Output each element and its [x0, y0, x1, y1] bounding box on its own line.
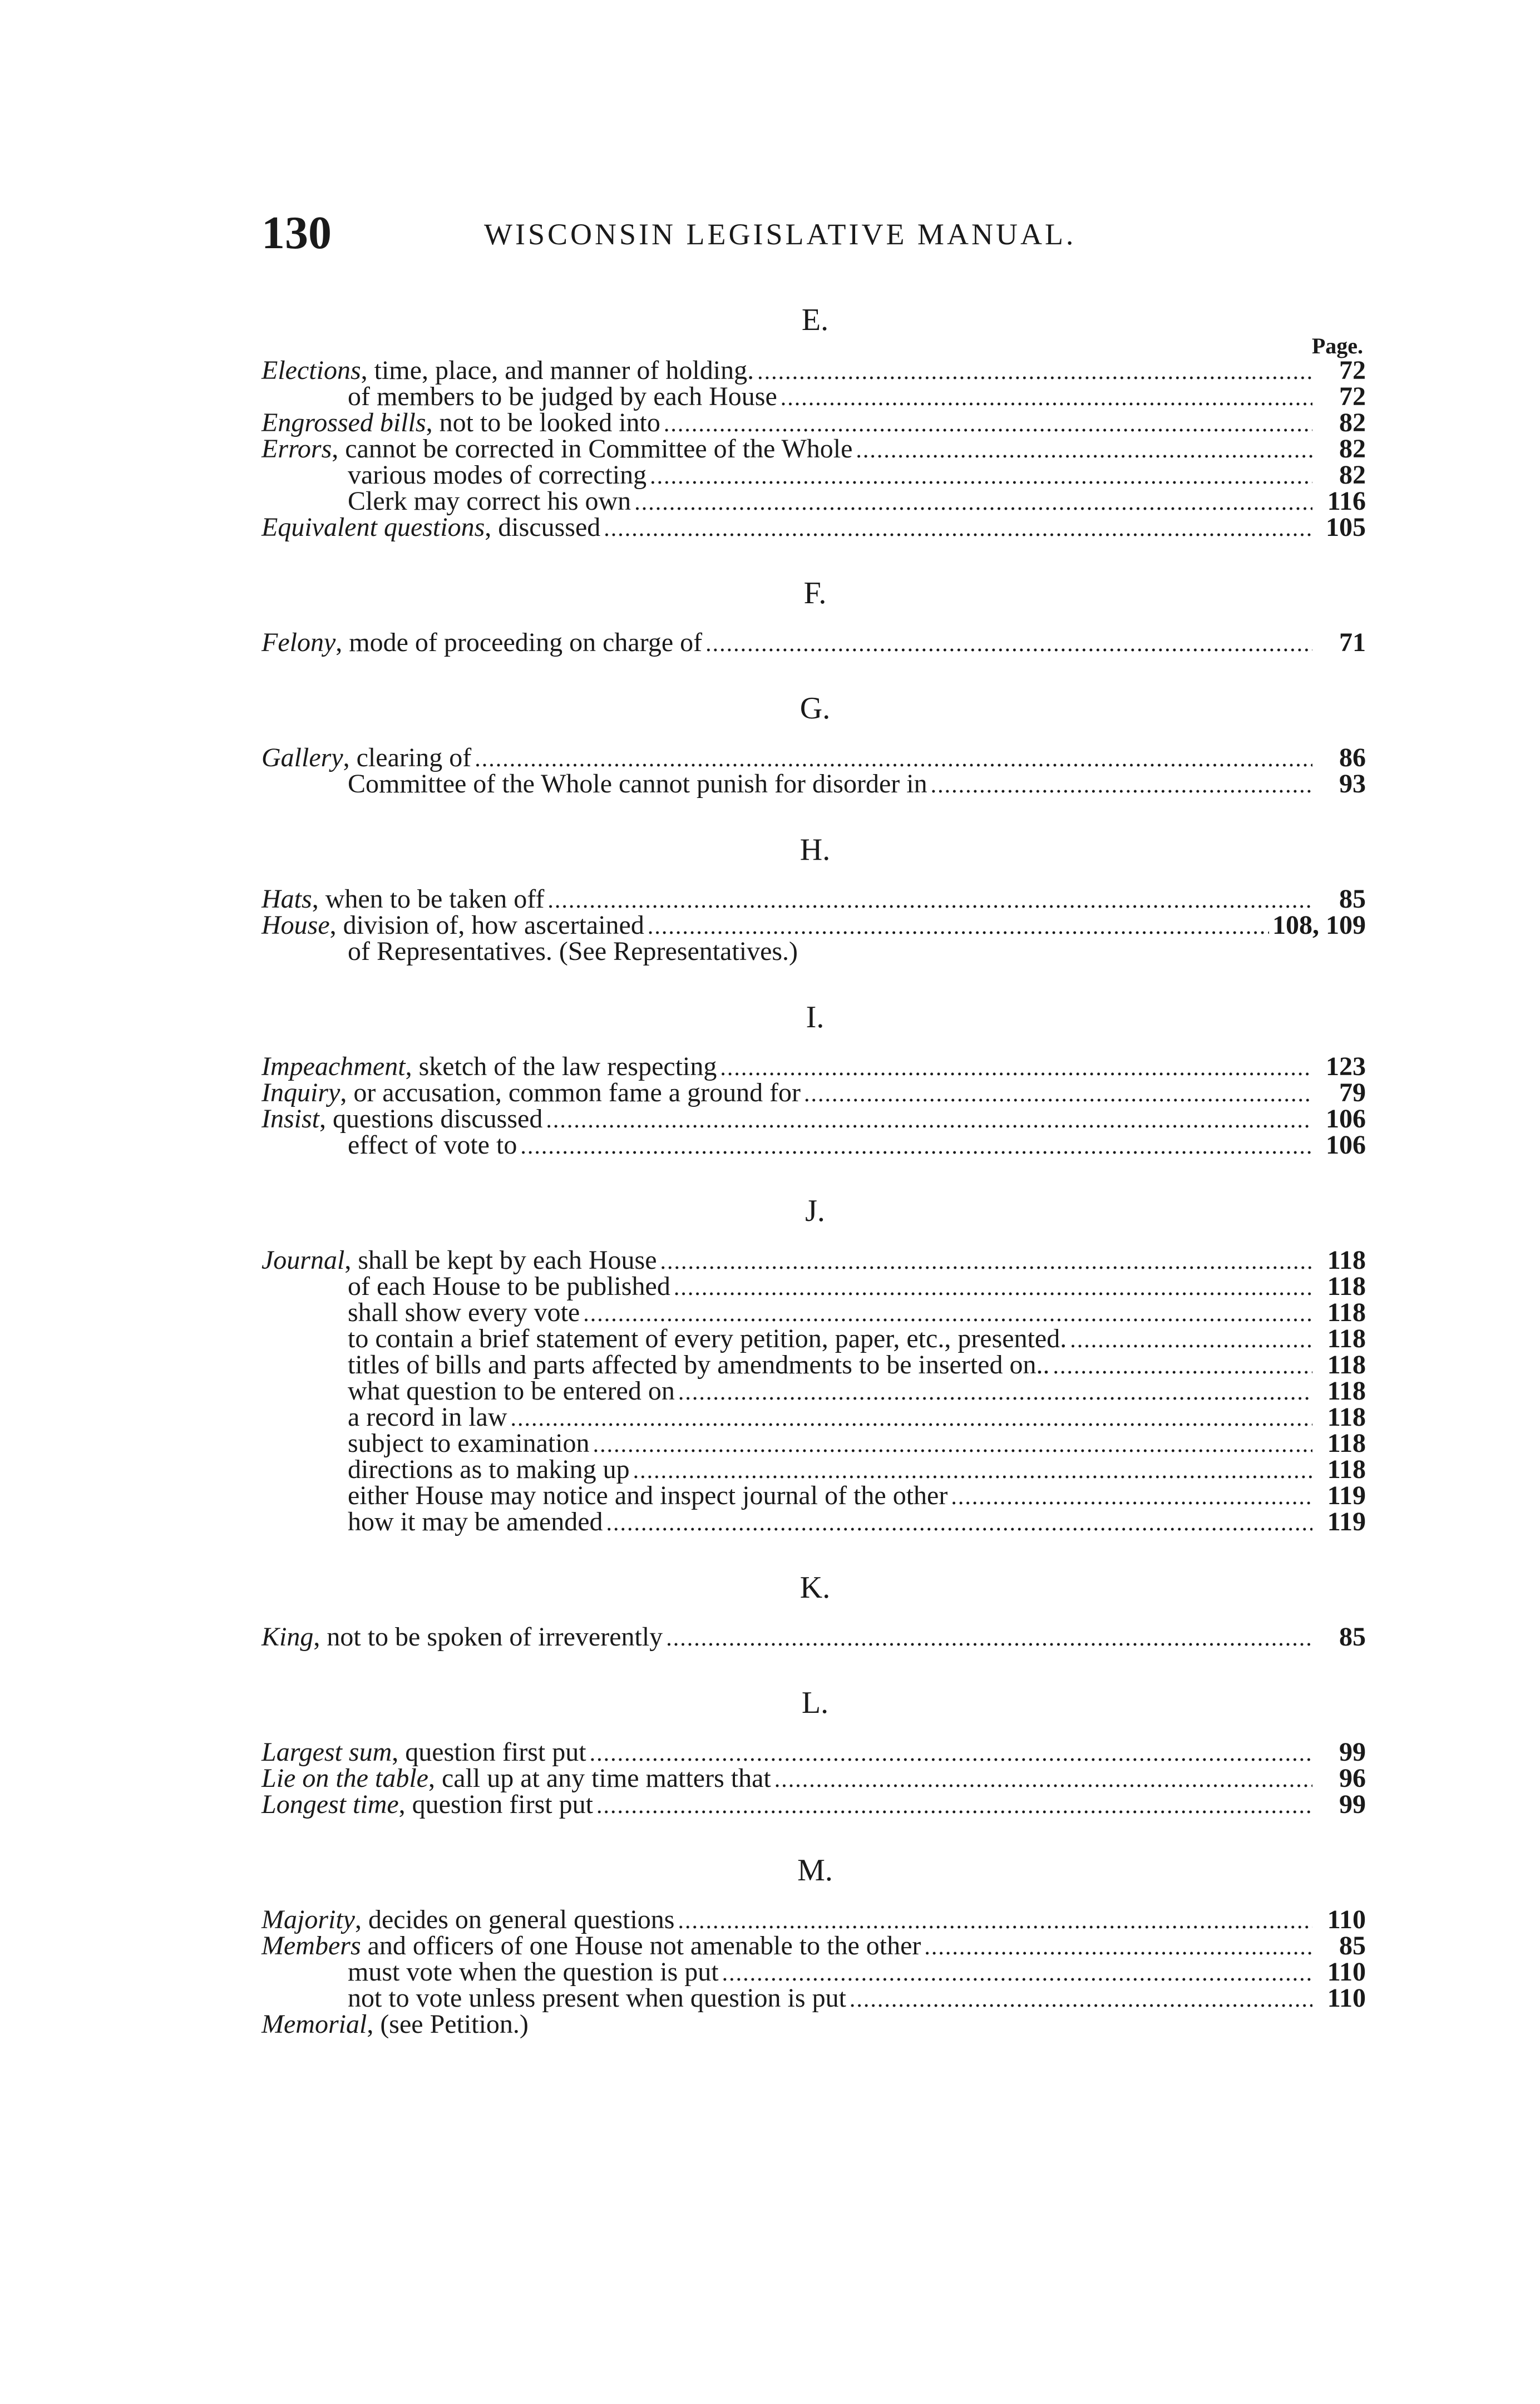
- entry-description: , mode of proceeding on charge of: [335, 628, 703, 657]
- index-section: [261, 830, 1369, 964]
- index-entry: [261, 2011, 1369, 2037]
- letter-spacer: [261, 1037, 1369, 1053]
- index-entry: [261, 1132, 1369, 1158]
- dot-leader: [520, 1134, 1312, 1160]
- entry-keyword: Majority: [261, 1905, 355, 1934]
- dot-leader: [931, 772, 1312, 799]
- page-reference: 110: [1327, 1905, 1366, 1934]
- entry-description: , not to be spoken of irreverently: [313, 1622, 663, 1652]
- dot-leader: [650, 464, 1312, 490]
- entry-text: [261, 1933, 921, 1959]
- page-reference: 79: [1339, 1078, 1366, 1107]
- entry-text: [261, 912, 644, 938]
- entry-description: , clearing of: [343, 743, 472, 772]
- index-entry: [261, 938, 1369, 964]
- page-reference: 118: [1327, 1402, 1366, 1432]
- section-letter: J.: [805, 1194, 825, 1228]
- entry-keyword: Equivalent questions: [261, 513, 485, 542]
- dot-leader: [596, 1793, 1312, 1819]
- entry-keyword: Lie on the table: [261, 1763, 428, 1793]
- index-section: [261, 1191, 1369, 1535]
- page-reference: 99: [1339, 1737, 1366, 1767]
- dot-leader: [583, 1301, 1312, 1327]
- index-entry: [261, 1106, 1369, 1132]
- index-section: [261, 1683, 1369, 1817]
- index-entry: [261, 1326, 1369, 1352]
- entry-description: directions as to making up: [348, 1455, 630, 1484]
- page-reference: 85: [1339, 1931, 1366, 1960]
- entry-list: [261, 886, 1369, 964]
- index-entry: [261, 771, 1369, 797]
- entry-text: [261, 1456, 630, 1482]
- letter-spacer: [261, 869, 1369, 886]
- entry-text: [261, 1739, 586, 1765]
- entry-keyword: Insist: [261, 1104, 320, 1134]
- dot-leader: [511, 1406, 1312, 1432]
- page-reference: 118: [1327, 1245, 1366, 1275]
- entry-description: , time, place, and manner of holding.: [361, 356, 754, 385]
- index-entry: [261, 745, 1369, 771]
- dot-leader: [606, 1510, 1312, 1536]
- letter-spacer: [261, 1607, 1369, 1624]
- entry-keyword: King: [261, 1622, 314, 1652]
- entry-description: , discussed: [485, 513, 601, 542]
- section-letter: L.: [801, 1686, 829, 1720]
- page-reference: 72: [1339, 356, 1366, 385]
- index-entry: [261, 1791, 1369, 1817]
- page-reference: 118: [1327, 1428, 1366, 1458]
- page-reference: 85: [1339, 884, 1366, 914]
- index-section: [261, 1851, 1369, 2037]
- dot-leader: [951, 1484, 1312, 1510]
- entry-text: [261, 745, 471, 771]
- entry-description: Committee of the Whole cannot punish for disorder in: [348, 769, 927, 799]
- section-letter: K.: [799, 1570, 831, 1605]
- entry-description: , call up at any time matters that: [428, 1763, 771, 1793]
- entry-keyword: Felony: [261, 628, 336, 657]
- entry-text: [261, 771, 927, 797]
- dot-leader: [850, 1987, 1312, 2013]
- index-entry: [261, 1509, 1369, 1535]
- section-gap: [261, 1535, 1369, 1568]
- entry-keyword: Journal: [261, 1245, 345, 1275]
- dot-leader: [781, 385, 1312, 411]
- page-reference: 118: [1327, 1350, 1366, 1380]
- entry-keyword: Impeachment: [261, 1052, 406, 1081]
- entry-list: [261, 629, 1369, 656]
- section-letter: E.: [801, 303, 829, 337]
- section-letter: F.: [803, 576, 827, 610]
- index-entry: [261, 1482, 1369, 1509]
- entry-text: [261, 1352, 1049, 1378]
- entry-text: [261, 1132, 517, 1158]
- entry-description: , question first put: [392, 1737, 586, 1767]
- entry-description: what question to be entered on: [348, 1376, 675, 1406]
- entry-text: [261, 1791, 593, 1817]
- entry-description: , when to be taken off: [312, 884, 545, 914]
- entry-description: of Representatives. (See Representatives.): [348, 937, 798, 966]
- index-entry: [261, 1739, 1369, 1765]
- entry-text: [261, 462, 646, 488]
- index-entry: [261, 1053, 1369, 1080]
- entry-keyword: Hats: [261, 884, 312, 914]
- index-entry: [261, 1430, 1369, 1456]
- section-gap: [261, 1158, 1369, 1191]
- index-section: [261, 998, 1369, 1158]
- page-reference: 71: [1339, 628, 1366, 657]
- entry-text: [261, 2011, 529, 2037]
- entry-description: , division of, how ascertained: [329, 910, 644, 940]
- page-reference: 110: [1327, 1983, 1366, 2013]
- page-reference: 99: [1339, 1790, 1366, 1819]
- entry-description: of each House to be published: [348, 1272, 670, 1301]
- dot-leader: [1053, 1353, 1312, 1380]
- index-entry: [261, 1624, 1369, 1650]
- index-entry: [261, 1456, 1369, 1482]
- dot-leader: [757, 359, 1312, 385]
- section-letter: I.: [806, 1000, 825, 1034]
- section-gap: [261, 540, 1369, 574]
- entry-text: [261, 1509, 603, 1535]
- index-entry: [261, 1765, 1369, 1791]
- page-reference: 118: [1327, 1272, 1366, 1301]
- index-entry: [261, 514, 1369, 540]
- dot-leader: [547, 888, 1312, 914]
- letter-spacer: [261, 613, 1369, 629]
- entry-text: [261, 488, 631, 514]
- page-reference: 119: [1327, 1507, 1366, 1536]
- index-entry: [261, 357, 1369, 383]
- entry-list: [261, 1053, 1369, 1158]
- entry-description: a record in law: [348, 1402, 507, 1432]
- page-reference: 82: [1339, 434, 1366, 464]
- dot-leader: [924, 1934, 1312, 1960]
- entry-keyword: Longest time: [261, 1790, 399, 1819]
- entry-text: [261, 357, 754, 383]
- entry-text: [261, 410, 660, 436]
- entry-description: to contain a brief statement of every petition, paper, etc., presented.: [348, 1324, 1067, 1353]
- page-column-label: Page.: [1311, 333, 1363, 358]
- index-entry: [261, 1985, 1369, 2011]
- page-title: WISCONSIN LEGISLATIVE MANUAL.: [484, 218, 1077, 251]
- entry-text: [261, 1080, 801, 1106]
- page-number: 130: [261, 207, 332, 259]
- entry-text: [261, 1299, 580, 1326]
- entry-description: either House may notice and inspect journal of the other: [348, 1481, 948, 1510]
- page-reference: 119: [1327, 1481, 1366, 1510]
- entry-text: [261, 938, 798, 964]
- dot-leader: [804, 1081, 1312, 1107]
- entry-keyword: Largest sum: [261, 1737, 392, 1767]
- entry-text: [261, 1765, 771, 1791]
- entry-text: [261, 1959, 719, 1985]
- page-reference: 93: [1339, 769, 1366, 799]
- entry-text: [261, 1053, 717, 1080]
- index-entry: [261, 629, 1369, 656]
- section-gap: [261, 964, 1369, 998]
- entry-description: not to vote unless present when question is put: [348, 1983, 846, 2013]
- dot-leader: [590, 1741, 1312, 1767]
- entry-keyword: Memorial: [261, 2009, 367, 2039]
- entry-text: [261, 629, 702, 656]
- dot-leader: [720, 1055, 1312, 1081]
- page-reference: 82: [1339, 460, 1366, 490]
- page-reference: 110: [1327, 1957, 1366, 1987]
- page-reference: 105: [1326, 513, 1366, 542]
- entry-text: [261, 886, 544, 912]
- entry-text: [261, 514, 600, 540]
- index-entry: [261, 1247, 1369, 1273]
- dot-leader: [774, 1767, 1312, 1793]
- index-section: [261, 574, 1369, 656]
- entry-list: [261, 357, 1369, 540]
- dot-leader: [666, 1625, 1312, 1652]
- running-head: [261, 206, 1369, 267]
- dot-leader: [634, 490, 1312, 516]
- entry-text: [261, 1430, 590, 1456]
- dot-leader: [546, 1107, 1312, 1134]
- entry-description: Clerk may correct his own: [348, 486, 631, 516]
- index-body: [261, 300, 1369, 2037]
- page-reference: 118: [1327, 1376, 1366, 1406]
- index-entry: [261, 1273, 1369, 1299]
- entry-description: must vote when the question is put: [348, 1957, 719, 1987]
- dot-leader: [856, 437, 1312, 464]
- letter-spacer: [261, 1890, 1369, 1907]
- page-reference: 118: [1327, 1324, 1366, 1353]
- section-letter: G.: [799, 691, 831, 726]
- index-entry: [261, 462, 1369, 488]
- dot-leader: [604, 516, 1312, 542]
- index-entry: [261, 1080, 1369, 1106]
- dot-leader: [1070, 1327, 1312, 1353]
- entry-list: [261, 1739, 1369, 1817]
- entry-keyword: Errors: [261, 434, 332, 464]
- entry-description: , not to be looked into: [426, 408, 660, 437]
- dot-leader: [722, 1960, 1312, 1987]
- index-entry: [261, 1352, 1369, 1378]
- section-gap: [261, 1650, 1369, 1683]
- entry-text: [261, 1273, 670, 1299]
- entry-text: [261, 1106, 542, 1132]
- dot-leader: [593, 1432, 1312, 1458]
- section-gap: [261, 1817, 1369, 1851]
- page-reference: 96: [1339, 1763, 1366, 1793]
- entry-list: [261, 1247, 1369, 1535]
- dot-leader: [678, 1380, 1312, 1406]
- page-reference: 108, 109: [1272, 910, 1366, 940]
- index-entry: [261, 1404, 1369, 1430]
- index-section: [261, 1568, 1369, 1650]
- section-letter: M.: [797, 1853, 833, 1888]
- index-entry: [261, 383, 1369, 410]
- entry-text: [261, 1985, 846, 2011]
- dot-leader: [705, 631, 1312, 657]
- entry-text: [261, 1247, 657, 1273]
- entry-description: , question first put: [398, 1790, 593, 1819]
- index-entry: [261, 410, 1369, 436]
- index-entry: [261, 1378, 1369, 1404]
- page-reference: 106: [1326, 1130, 1366, 1160]
- entry-text: [261, 1482, 947, 1509]
- letter-spacer: [261, 728, 1369, 745]
- dot-leader: [660, 1249, 1313, 1275]
- index-entry: [261, 1959, 1369, 1985]
- dot-leader: [678, 1908, 1312, 1934]
- entry-text: [261, 436, 852, 462]
- dot-leader: [648, 914, 1269, 940]
- entry-description: of members to be judged by each House: [348, 382, 777, 411]
- entry-keyword: Inquiry: [261, 1078, 340, 1107]
- entry-description: , decides on general questions: [354, 1905, 675, 1934]
- page-reference: 82: [1339, 408, 1366, 437]
- entry-description: , or accusation, common fame a ground for: [340, 1078, 801, 1107]
- page-reference: 106: [1326, 1104, 1366, 1134]
- index-section: [261, 689, 1369, 797]
- entry-keyword: Gallery: [261, 743, 343, 772]
- index-entry: [261, 488, 1369, 514]
- entry-text: [261, 1624, 663, 1650]
- entry-list: [261, 1907, 1369, 2037]
- section-gap: [261, 797, 1369, 830]
- entry-description: , questions discussed: [319, 1104, 543, 1134]
- letter-spacer: [261, 1722, 1369, 1739]
- index-entry: [261, 1933, 1369, 1959]
- entry-keyword: House: [261, 910, 330, 940]
- entry-description: , cannot be corrected in Committee of the Whole: [332, 434, 853, 464]
- entry-text: [261, 1404, 507, 1430]
- dot-leader: [633, 1458, 1312, 1484]
- entry-description: , (see Petition.): [367, 2009, 529, 2039]
- entry-text: [261, 1378, 675, 1404]
- entry-keyword: Elections: [261, 356, 361, 385]
- entry-keyword: Engrossed bills: [261, 408, 426, 437]
- dot-leader: [664, 411, 1312, 437]
- entry-description: and officers of one House not amenable to the other: [361, 1931, 921, 1960]
- section-letter: H.: [799, 832, 831, 867]
- entry-description: how it may be amended: [348, 1507, 603, 1536]
- entry-list: [261, 745, 1369, 797]
- entry-description: titles of bills and parts affected by amendments to be inserted on..: [348, 1350, 1050, 1380]
- index-entry: [261, 886, 1369, 912]
- dot-leader: [475, 746, 1312, 772]
- entry-keyword: Members: [261, 1931, 361, 1960]
- entry-description: effect of vote to: [348, 1130, 517, 1160]
- entry-description: , shall be kept by each House: [344, 1245, 657, 1275]
- index-entry: [261, 1907, 1369, 1933]
- page-reference: 85: [1339, 1622, 1366, 1652]
- entry-description: shall show every vote: [348, 1298, 580, 1327]
- entry-description: various modes of correcting: [348, 460, 647, 490]
- index-entry: [261, 912, 1369, 938]
- dot-leader: [674, 1275, 1312, 1301]
- page-reference: 72: [1339, 382, 1366, 411]
- page-reference: 118: [1327, 1455, 1366, 1484]
- entry-description: subject to examination: [348, 1428, 590, 1458]
- entry-text: [261, 383, 777, 410]
- entry-list: [261, 1624, 1369, 1650]
- page-reference: 116: [1327, 486, 1366, 516]
- index-section: [261, 300, 1369, 540]
- index-entry: [261, 436, 1369, 462]
- index-entry: [261, 1299, 1369, 1326]
- section-gap: [261, 656, 1369, 689]
- letter-spacer: [261, 1230, 1369, 1247]
- page-reference: 123: [1326, 1052, 1366, 1081]
- entry-text: [261, 1907, 674, 1933]
- entry-description: , sketch of the law respecting: [405, 1052, 717, 1081]
- entry-text: [261, 1326, 1067, 1352]
- page-reference: 86: [1339, 743, 1366, 772]
- page-reference: 118: [1327, 1298, 1366, 1327]
